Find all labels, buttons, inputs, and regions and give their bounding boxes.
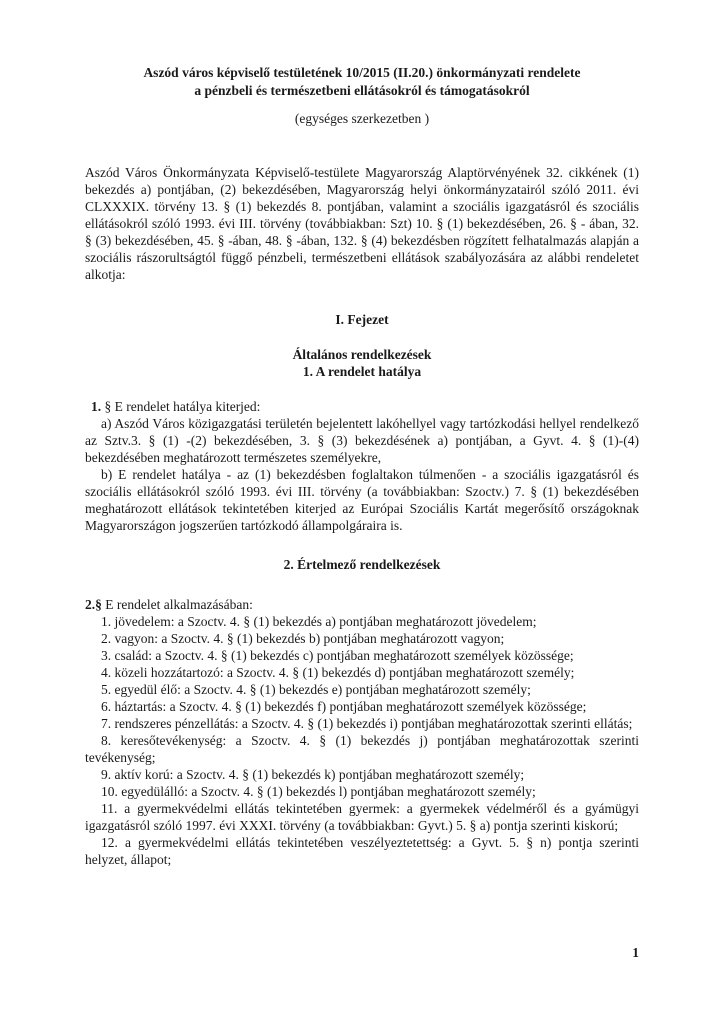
definition-item: 4. közeli hozzátartozó: a Szoctv. 4. § (1) bekezdés d) pontjában meghatározott személy; bbox=[101, 665, 575, 680]
article-2-number: 2.§ bbox=[85, 597, 102, 612]
definition-item: 12. a gyermekvédelmi ellátás tekintetében veszélyeztetettség: a Gyvt. 5. § n) pontja szerinti helyzet, állapot; bbox=[85, 835, 639, 867]
article-1-point-a: a) Aszód Város közigazgatási területén bejelentett lakóhellyel vagy tartózkodási hellyel rendelkező az Sztv.3. § (1) -(2) bekezdésében, 3. § (3) bekezdésének a) pontjában, a Gyvt. 4. § (1)-(4) bekezdésében meghatározott természetes személyekre, bbox=[85, 416, 639, 465]
document-title bbox=[85, 64, 639, 100]
part2-heading: 2. Értelmező rendelkezések bbox=[283, 557, 441, 572]
definitions-list bbox=[85, 613, 639, 868]
article-2-intro bbox=[85, 596, 639, 613]
definition-item: 8. keresőtevékenység: a Szoctv. 4. § (1) bekezdés j) pontjában meghatározottak szerinti tevékenység; bbox=[85, 733, 639, 765]
definition-item: 11. a gyermekvédelmi ellátás tekintetében gyermek: a gyermekek védelméről és a gyámügyi igazgatásról szóló 1997. évi XXXI. törvény (a továbbiakban: Gyvt.) 5. § a) pontja szerinti kiskorú; bbox=[85, 801, 639, 833]
definition-item: 3. család: a Szoctv. 4. § (1) bekezdés c) pontjában meghatározott személyek közössége; bbox=[101, 648, 574, 663]
article-2-intro-text: E rendelet alkalmazásában: bbox=[101, 597, 253, 612]
article-1-number: 1. bbox=[91, 399, 102, 414]
preamble-paragraph: Aszód Város Önkormányzata Képviselő-testülete Magyarország Alaptörvényének 32. cikkének (1) bekezdés a) pontjában, (2) bekezdésében, Magyarország helyi önkormányzatairól szóló 2011. évi CLXXXIX. törvény 13. § (1) bekezdés 8. pontjában, valamint a szociális igazgatásról és szociális ellátásokról szóló 1993. évi III. törvény (továbbiakban: Szt) 10. § (1) bekezdésében, 26. § - ában, 32. § (3) bekezdésében, 45. § -ában, 48. § -ában, 132. § (4) bekezdésben rögzített felhatalmazás alapján a szociális rászorultságtól függő pénzbeli, természetbeni ellátások szabályozására az alábbi rendeletet alkotja: bbox=[85, 165, 639, 282]
definition-item: 5. egyedül élő: a Szoctv. 4. § (1) bekezdés e) pontjában meghatározott személy; bbox=[101, 682, 531, 697]
page-number: 1 bbox=[632, 945, 639, 960]
definition-item: 6. háztartás: a Szoctv. 4. § (1) bekezdés f) pontjában meghatározott személyek közössége; bbox=[101, 699, 587, 714]
document-title-line1: Aszód város képviselő testületének 10/2015 (II.20.) önkormányzati rendelete bbox=[143, 65, 581, 80]
article-1-intro bbox=[85, 398, 639, 415]
document-subtitle: (egységes szerkezetben ) bbox=[294, 111, 430, 126]
document-title-line2: a pénzbeli és természetbeni ellátásokról és támogatásokról bbox=[194, 83, 530, 98]
part1-heading: Általános rendelkezések bbox=[292, 347, 432, 362]
chapter-heading: I. Fejezet bbox=[335, 312, 389, 327]
definition-item: 7. rendszeres pénzellátás: a Szoctv. 4. § (1) bekezdés i) pontjában meghatározottak szerinti ellátás; bbox=[101, 716, 633, 731]
definition-item: 10. egyedülálló: a Szoctv. 4. § (1) bekezdés l) pontjában meghatározott személy; bbox=[101, 784, 536, 799]
article-1-point-b: b) E rendelet hatálya - az (1) bekezdésben foglaltakon túlmenően - a szociális igazgatásról és szociális ellátásokról szóló 1993. évi III. törvény (a továbbiakban: Szoctv.) 7. § (1) bekezdésében meghatározott ellátások tekintetében kiterjed az Európai Szociális Kartát megerősítő országoknak Magyarországon jogszerűen tartózkodó állampolgáraira is. bbox=[85, 467, 639, 533]
definition-item: 2. vagyon: a Szoctv. 4. § (1) bekezdés b) pontjában meghatározott vagyon; bbox=[101, 631, 505, 646]
definition-item: 1. jövedelem: a Szoctv. 4. § (1) bekezdés a) pontjában meghatározott jövedelem; bbox=[101, 614, 537, 629]
article-1-intro-text: § E rendelet hatálya kiterjed: bbox=[101, 399, 261, 414]
part1-subheading: 1. A rendelet hatálya bbox=[302, 364, 422, 379]
definition-item: 9. aktív korú: a Szoctv. 4. § (1) bekezdés k) pontjában meghatározott személy; bbox=[101, 767, 525, 782]
